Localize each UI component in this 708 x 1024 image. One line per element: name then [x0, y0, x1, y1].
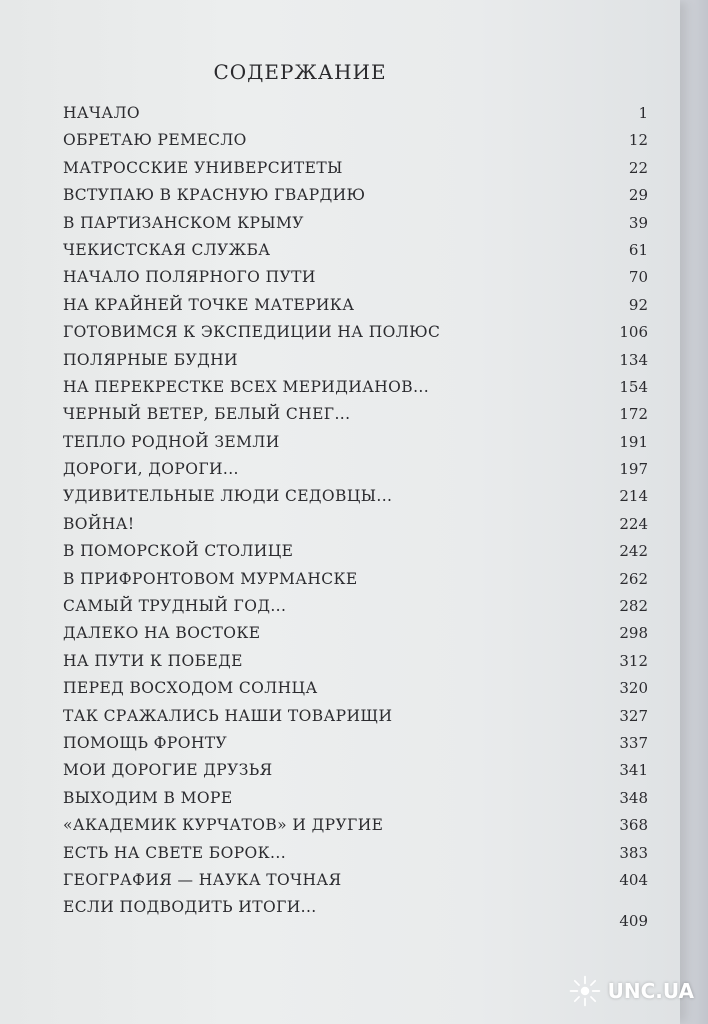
toc-entry-title: МОИ ДОРОГИЕ ДРУЗЬЯ — [63, 761, 273, 780]
toc-entry-page-number: 1 — [638, 104, 648, 122]
starburst-icon — [568, 974, 602, 1008]
toc-entry-page-number: 337 — [619, 733, 648, 752]
toc-entry — [63, 538, 648, 565]
toc-entry — [63, 127, 648, 154]
toc-entry-page-number: 70 — [628, 268, 648, 287]
toc-entry-title: ЧЕКИСТСКАЯ СЛУЖБА — [63, 240, 271, 259]
toc-entry — [63, 894, 648, 931]
toc-entry — [63, 593, 648, 620]
toc-entry-page-number: 327 — [619, 706, 648, 725]
toc-entry-title: В ПОМОРСКОЙ СТОЛИЦЕ — [63, 542, 294, 561]
toc-entry-title: В ПАРТИЗАНСКОМ КРЫМУ — [63, 213, 304, 232]
toc-entry-page-number: 242 — [619, 542, 648, 561]
toc-entry — [63, 757, 648, 784]
toc-entry — [63, 785, 648, 812]
toc-entry — [63, 812, 648, 839]
toc-entry — [63, 347, 648, 374]
toc-entry-page-number: 106 — [619, 323, 648, 342]
toc-entry — [63, 401, 648, 428]
toc-entry-page-number: 197 — [619, 460, 648, 479]
toc-entry-page-number: 404 — [619, 870, 648, 889]
toc-entry-title: ПОЛЯРНЫЕ БУДНИ — [63, 350, 238, 369]
toc-entry-title: ПОМОЩЬ ФРОНТУ — [63, 733, 228, 752]
toc-entry-title: ВЫХОДИМ В МОРЕ — [63, 788, 233, 807]
toc-entry-page-number: 262 — [619, 569, 648, 588]
toc-entry-title: НАЧАЛО — [63, 104, 141, 122]
toc-entry-title: ЧЕРНЫЙ ВЕТЕР, БЕЛЫЙ СНЕГ... — [63, 405, 351, 424]
toc-entry-page-number: 348 — [619, 788, 648, 807]
toc-entry — [63, 566, 648, 593]
toc-entry-page-number: 39 — [628, 213, 648, 232]
watermark — [568, 974, 694, 1008]
toc-entry — [63, 675, 648, 702]
toc-entry-title: НА ПЕРЕКРЕСТКЕ ВСЕХ МЕРИДИАНОВ... — [63, 377, 430, 396]
toc-entry-page-number: 312 — [619, 651, 648, 670]
toc-entry-page-number: 172 — [619, 405, 648, 424]
toc-entry — [63, 100, 648, 127]
toc-entry-page-number: 320 — [619, 679, 648, 698]
toc-entry — [63, 867, 648, 894]
toc-entry — [63, 374, 648, 401]
toc-entry-title: ЕСТЬ НА СВЕТЕ БОРОК... — [63, 843, 287, 862]
toc-entry-title: ДАЛЕКО НА ВОСТОКЕ — [63, 624, 261, 643]
toc-entry — [63, 264, 648, 291]
toc-entry-page-number: 368 — [619, 816, 648, 835]
toc-entry — [63, 155, 648, 182]
toc-entry-page-number: 341 — [619, 761, 648, 780]
toc-entry — [63, 703, 648, 730]
toc-entry — [63, 648, 648, 675]
toc-entry-page-number: 282 — [619, 597, 648, 616]
toc-entry-title: ТАК СРАЖАЛИСЬ НАШИ ТОВАРИЩИ — [63, 706, 393, 725]
toc-entry — [63, 237, 648, 264]
toc-entry-title: УДИВИТЕЛЬНЫЕ ЛЮДИ СЕДОВЦЫ... — [63, 487, 393, 506]
toc-entry — [63, 511, 648, 538]
toc-entry — [63, 456, 648, 483]
toc-entry-title: ПЕРЕД ВОСХОДОМ СОЛНЦА — [63, 679, 318, 698]
toc-entry-title: ТЕПЛО РОДНОЙ ЗЕМЛИ — [63, 432, 280, 451]
toc-entry-title: ДОРОГИ, ДОРОГИ... — [63, 460, 239, 479]
toc-entry-page-number: 92 — [628, 295, 648, 314]
toc-entry-title: НА ПУТИ К ПОБЕДЕ — [63, 651, 243, 670]
toc-entry — [63, 840, 648, 867]
toc-entry-page-number: 12 — [628, 131, 648, 150]
toc-entry-title: ГОТОВИМСЯ К ЭКСПЕДИЦИИ НА ПОЛЮС — [63, 323, 441, 342]
toc-entry-page-number: 134 — [619, 350, 648, 369]
toc-entry — [63, 620, 648, 647]
toc-entry-page-number: 224 — [619, 514, 648, 533]
toc-entry-page-number: 61 — [628, 240, 648, 259]
toc-entry-page-number: 214 — [619, 487, 648, 506]
toc-entry-title: ОБРЕТАЮ РЕМЕСЛО — [63, 131, 247, 150]
toc-entry-page-number: 383 — [619, 843, 648, 862]
toc-entry — [63, 319, 648, 346]
toc-entry-title: ВСТУПАЮ В КРАСНУЮ ГВАРДИЮ — [63, 186, 366, 205]
toc-entry-title: ВОЙНА! — [63, 514, 135, 533]
toc-entry-page-number: 298 — [619, 624, 648, 643]
toc-entry-title: В ПРИФРОНТОВОМ МУРМАНСКЕ — [63, 569, 358, 588]
page-title: СОДЕРЖАНИЕ — [213, 60, 387, 84]
toc-entry-title: НАЧАЛО ПОЛЯРНОГО ПУТИ — [63, 268, 316, 287]
toc-entry-page-number: 409 — [619, 912, 648, 931]
watermark-text: UNC.UA — [607, 979, 694, 1003]
toc-entry-page-number: 191 — [619, 432, 648, 451]
toc-entry — [63, 210, 648, 237]
toc-entry — [63, 292, 648, 319]
toc-entry-title: НА КРАЙНЕЙ ТОЧКЕ МАТЕРИКА — [63, 295, 355, 314]
table-of-contents — [63, 100, 648, 931]
toc-entry-page-number: 29 — [628, 186, 648, 205]
toc-entry — [63, 182, 648, 209]
toc-entry-title: ГЕОГРАФИЯ — НАУКА ТОЧНАЯ — [63, 870, 342, 889]
toc-entry — [63, 483, 648, 510]
toc-entry-page-number: 154 — [619, 377, 648, 396]
toc-entry-title: МАТРОССКИЕ УНИВЕРСИТЕТЫ — [63, 158, 343, 177]
toc-entry-title: ЕСЛИ ПОДВОДИТЬ ИТОГИ... — [63, 898, 317, 917]
toc-entry-title: САМЫЙ ТРУДНЫЙ ГОД... — [63, 597, 287, 616]
toc-entry — [63, 730, 648, 757]
toc-entry-title: «АКАДЕМИК КУРЧАТОВ» И ДРУГИЕ — [63, 816, 384, 835]
toc-entry — [63, 429, 648, 456]
toc-entry-page-number: 22 — [628, 158, 648, 177]
